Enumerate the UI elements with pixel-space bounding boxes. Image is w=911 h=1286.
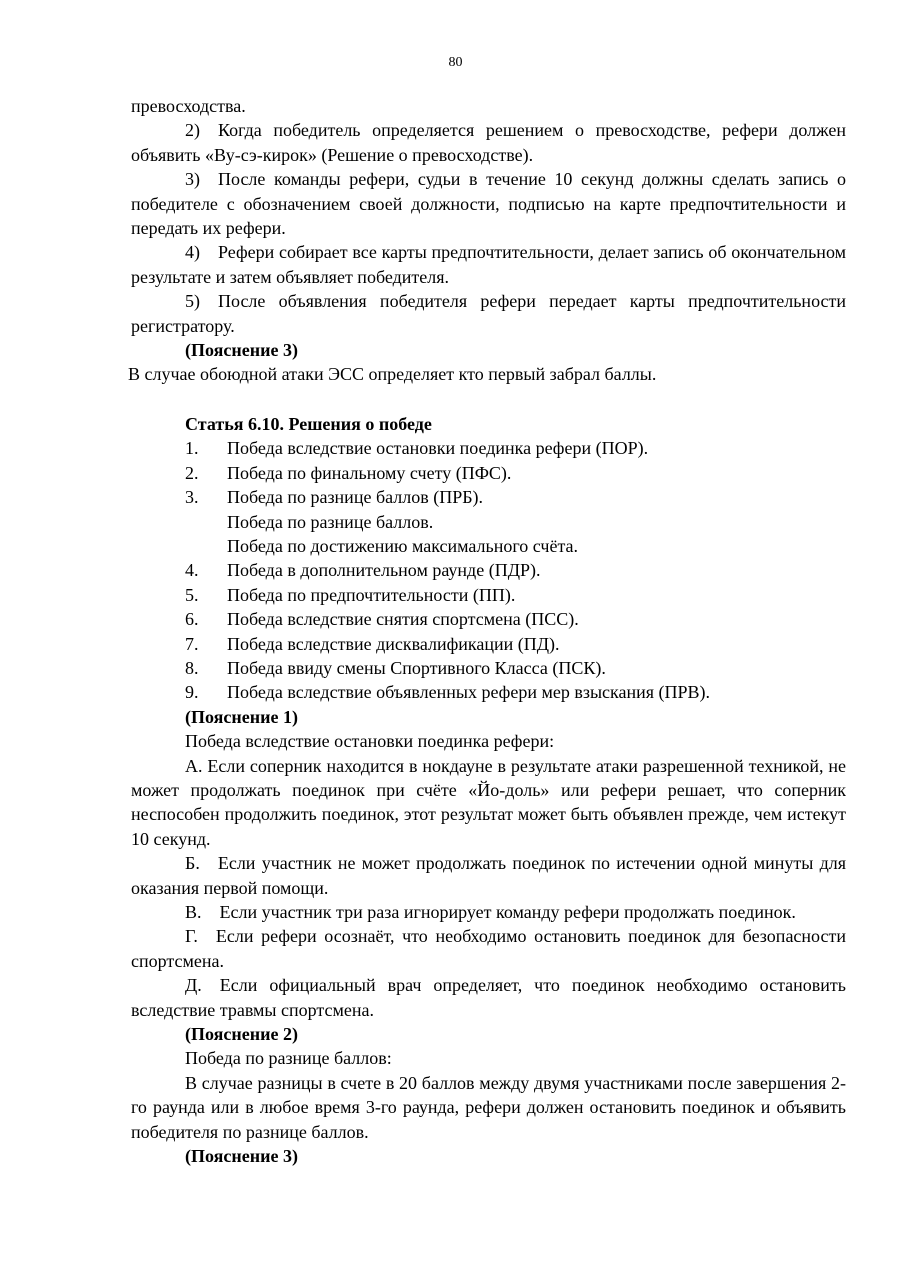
list-number: 5. [185, 584, 199, 605]
list-item [185, 680, 846, 704]
list-number: 8. [185, 657, 199, 678]
list-text: Победа по предпочтительности (ПП). [227, 584, 516, 605]
list-text: Победа вследствие дисквалификации (ПД). [227, 633, 560, 654]
spacer [131, 387, 846, 412]
list-subitem: Победа по достижению максимального счёта. [227, 535, 579, 556]
note-heading: (Пояснение 1) [185, 706, 298, 727]
paragraph: А. Если соперник находится в нокдауне в результате атаки разрешенной техникой, не может продолжать поединок при счёте «Йо-доль» или рефери решает, что соперник неспособен продолжить поединок, этот результат может быть объявлен прежде, чем истекут 10 секунд. [131, 755, 846, 849]
list-item [185, 656, 846, 680]
paragraph: 3) После команды рефери, судьи в течение 10 секунд должны сделать запись о победителе с обозначением своей должности, подписью на карте предпочтительности и передать их рефери. [131, 169, 846, 239]
paragraph: В. Если участник три раза игнорирует команду рефери продолжать поединок. [185, 902, 796, 922]
page-content [128, 94, 846, 1168]
note-heading: (Пояснение 2) [185, 1024, 298, 1045]
list-text: Победа ввиду смены Спортивного Класса (ПСК). [227, 657, 606, 678]
paragraph: Д. Если официальный врач определяет, что поединок необходимо остановить вследствие травмы спортсмена. [131, 975, 846, 1020]
article-title: Статья 6.10. Решения о победе [185, 413, 432, 434]
note-heading: (Пояснение 3) [185, 1146, 298, 1167]
list-text: Победа по финальному счету (ПФС). [227, 462, 512, 483]
list-number: 4. [185, 560, 199, 581]
list-number: 2. [185, 462, 199, 483]
list-item [185, 607, 846, 631]
list-item [185, 632, 846, 656]
paragraph: Победа вследствие остановки поединка рефери: [185, 731, 555, 752]
list-item [185, 485, 846, 509]
list-number: 6. [185, 609, 199, 630]
list-text: Победа по разнице баллов (ПРБ). [227, 487, 484, 508]
list-number: 3. [185, 487, 199, 508]
page-number: 80 [448, 55, 463, 70]
paragraph: превосходства. [131, 96, 246, 116]
list-number: 7. [185, 633, 199, 654]
list-item [185, 461, 846, 485]
list-text: Победа вследствие снятия спортсмена (ПСС). [227, 609, 579, 630]
paragraph: В случае разницы в счете в 20 баллов между двумя участниками после завершения 2-го раунда или в любое время 3-го раунда, рефери должен остановить поединок и объявить победителя по разнице баллов. [131, 1072, 846, 1142]
paragraph: Г. Если рефери осознаёт, что необходимо остановить поединок для безопасности спортсмена. [131, 926, 846, 971]
list-item [185, 558, 846, 582]
list-item [185, 583, 846, 607]
list-item [185, 436, 846, 460]
note-heading: (Пояснение 3) [185, 340, 298, 361]
list-number: 1. [185, 438, 199, 459]
list-number: 9. [185, 682, 199, 703]
list-text: Победа вследствие остановки поединка рефери (ПОР). [227, 438, 649, 459]
list-subitem: Победа по разнице баллов. [227, 511, 434, 532]
paragraph: В случае обоюдной атаки ЭСС определяет кто первый забрал баллы. [128, 364, 657, 385]
paragraph: 2) Когда победитель определяется решением о превосходстве, рефери должен объявить «Ву-сэ-кирок» (Решение о превосходстве). [131, 120, 846, 165]
paragraph: Б. Если участник не может продолжать поединок по истечении одной минуты для оказания первой помощи. [131, 853, 846, 898]
paragraph: Победа по разнице баллов: [185, 1048, 392, 1069]
list-text: Победа в дополнительном раунде (ПДР). [227, 560, 541, 581]
list-text: Победа вследствие объявленных рефери мер взыскания (ПРВ). [227, 682, 711, 703]
paragraph: 5) После объявления победителя рефери передает карты предпочтительности регистратору. [131, 291, 846, 336]
paragraph: 4) Рефери собирает все карты предпочтительности, делает запись об окончательном результате и затем объявляет победителя. [131, 242, 846, 287]
